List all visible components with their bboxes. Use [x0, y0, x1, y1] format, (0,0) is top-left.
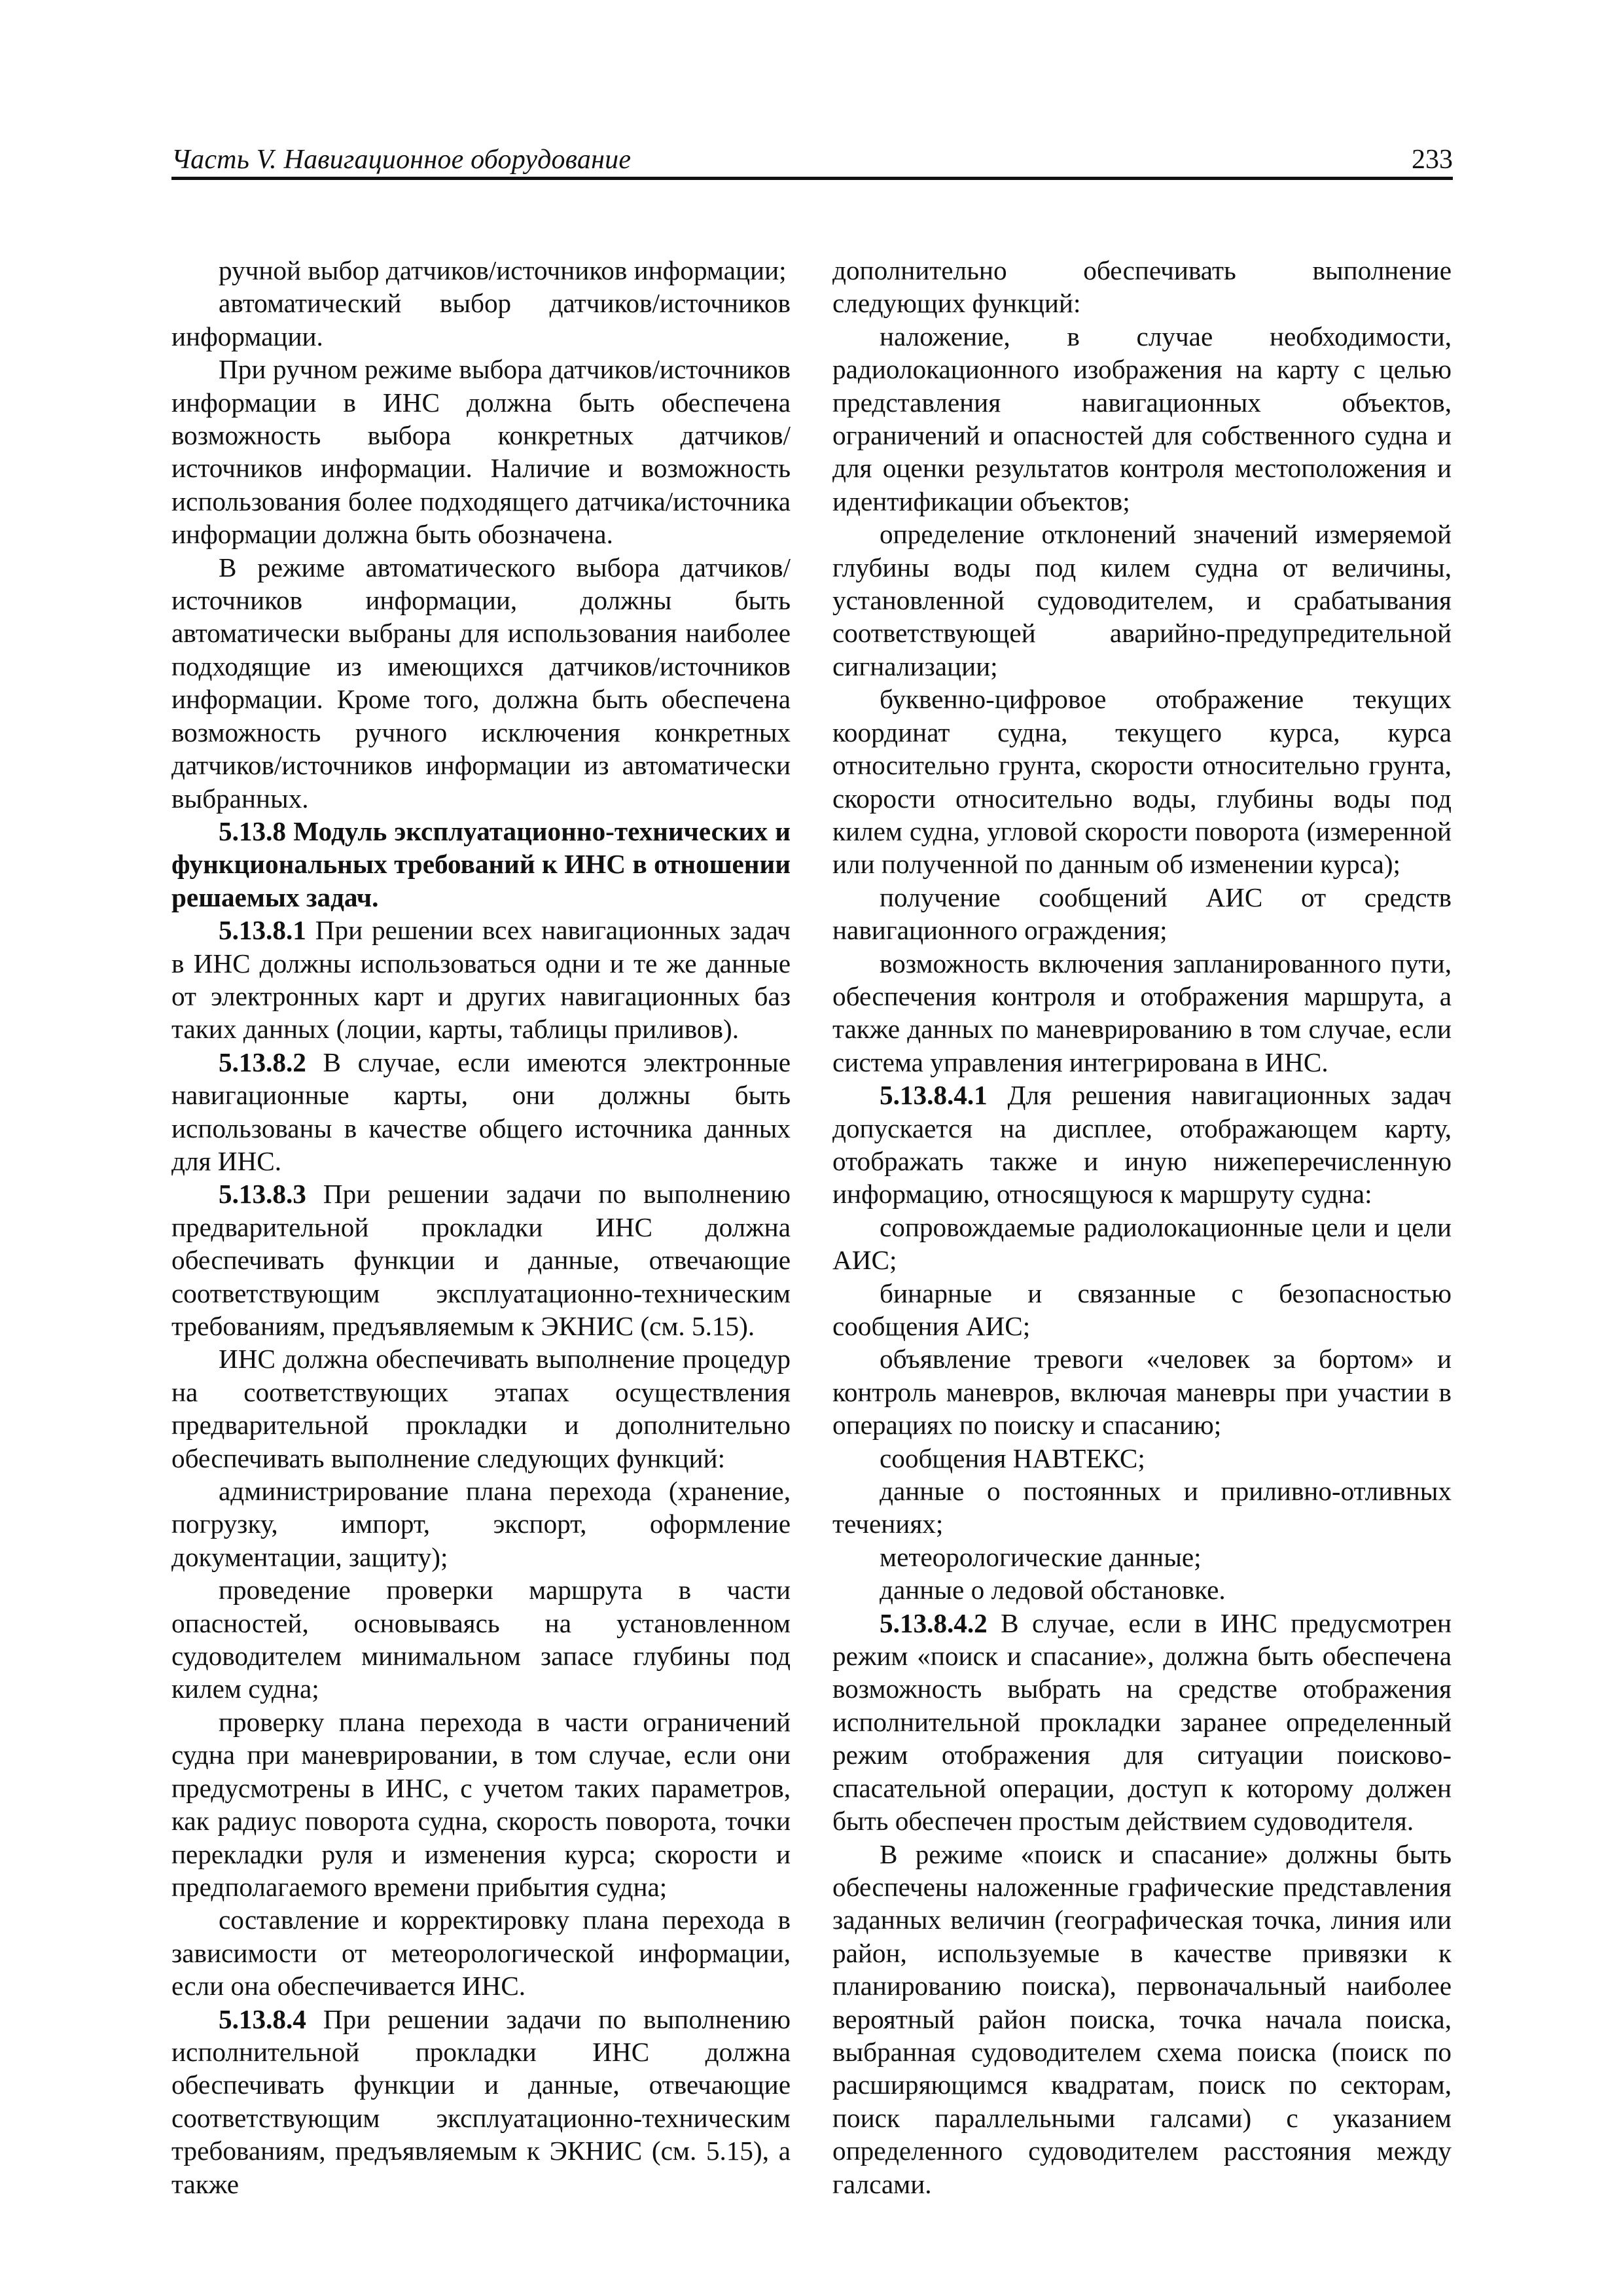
paragraph: ИНС должна обеспечивать выполнение процедур на соответствующих этапах осуществления предварительной прокладки и дополнительно обеспечивать выполнение следующих функций:	[171, 1344, 791, 1473]
clause-text: При решении задачи по выполнению исполнительной прокладки ИНС должна обеспечивать функции и данные, отвечающие соответствующим эксплуатационно-техническим требованиям, предъявляемым к ЭКНИС (см. 5.15), а также	[171, 2003, 791, 2199]
paragraph: администрирование плана перехода (хранение, погрузку, импорт, экспорт, оформление документации, защиту);	[171, 1476, 791, 1572]
paragraph: метеорологические данные;	[880, 1541, 1202, 1572]
clause-number: 5.13.8.3	[219, 1179, 306, 1210]
header-title: Часть V. Навигационное оборудование	[171, 145, 632, 175]
section-heading-text: 5.13.8 Модуль эксплуатационно-технических и функциональных требований к ИНС в отношении решаемых задач.	[171, 816, 791, 912]
paragraph: данные о постоянных и приливно-отливных течениях;	[832, 1476, 1452, 1539]
right-column	[832, 254, 1452, 2200]
paragraph	[171, 914, 791, 1046]
paragraph: дополнительно обеспечивать выполнение следующих функций:	[832, 255, 1452, 319]
left-column	[171, 254, 791, 2200]
clause-text: В случае, если в ИНС предусмотрен режим «поиск и спасание», должна быть обеспечена возможность выбрать на средстве отображения исполнительной прокладки заранее определенный режим отображения для ситуации поисково-спасательной операции, доступ к которому должен быть обеспечен простым действием судоводителя.	[832, 1607, 1452, 1837]
paragraph: сопровождаемые радиолокационные цели и цели АИС;	[832, 1211, 1452, 1276]
clause-number: 5.13.8.4.1	[880, 1080, 988, 1111]
clause-number: 5.13.8.1	[219, 915, 306, 946]
running-header	[171, 143, 1453, 180]
paragraph	[832, 1607, 1452, 1838]
paragraph: получение сообщений АИС от средств навигационного ограждения;	[832, 882, 1452, 946]
paragraph: наложение, в случае необходимости, радиолокационного изображения на карту с целью представления навигационных объектов, ограничений и опасностей для собственного судна и для оценки результатов контроля местоположения и идентификации объектов;	[832, 321, 1452, 516]
paragraph: сообщения НАВТЕКС;	[880, 1443, 1145, 1473]
paragraph	[171, 2003, 791, 2200]
paragraph: возможность включения запланированного пути, обеспечения контроля и отображения маршрута, а также данных по маневрированию в том случае, если система управления интегрирована в ИНС.	[832, 948, 1452, 1077]
paragraph	[171, 1177, 791, 1342]
clause-number: 5.13.8.2	[219, 1047, 306, 1077]
paragraph: ручной выбор датчиков/источников информации;	[219, 255, 787, 285]
paragraph: данные о ледовой обстановке.	[880, 1575, 1226, 1605]
clause-text: Для решения навигационных задач допускается на дисплее, отображающем карту, отображать также и иную нижеперечисленную информацию, относящуюся к маршруту судна:	[832, 1080, 1452, 1210]
paragraph: проведение проверки маршрута в части опасностей, основываясь на установленном судоводителем минимальном запасе глубины под килем судна;	[171, 1575, 791, 1704]
clause-text: При решении всех навигационных задач в ИНС должны использоваться одни и те же данные от электронных карт и других навигационных баз таких данных (лоции, карты, таблицы приливов).	[171, 915, 791, 1045]
paragraph: определение отклонений значений измеряемой глубины воды под килем судна от величины, установленной судоводителем, и срабатывания соответствующей аварийно-предупредительной сигнализации;	[832, 519, 1452, 681]
paragraph: проверку плана перехода в части ограничений судна при маневрировании, в том случае, если они предусмотрены в ИНС, с учетом таких параметров, как радиус поворота судна, скорость поворота, точки перекладки руля и изменения курса; скорости и предполагаемого времени прибытия судна;	[171, 1706, 791, 1902]
paragraph: объявление тревоги «человек за бортом» и контроль маневров, включая маневры при участии в операциях по поиску и спасанию;	[832, 1344, 1452, 1441]
clause-number: 5.13.8.4	[219, 2003, 306, 2034]
clause-text: При решении задачи по выполнению предварительной прокладки ИНС должна обеспечивать функции и данные, отвечающие соответствующим эксплуатационно-техническим требованиям, предъявляемым к ЭКНИС (см. 5.15).	[171, 1179, 791, 1341]
section-heading	[171, 815, 791, 914]
paragraph: В режиме автоматического выбора датчиков/источников информации, должны быть автоматически выбраны для использования наиболее подходящие из имеющихся датчиков/источников информации. Кроме того, должна быть обеспечена возможность ручного исключения конкретных датчиков/источников информации из автоматически выбранных.	[171, 552, 791, 814]
paragraph: составление и корректировку плана перехода в зависимости от метеорологической информации, если она обеспечивается ИНС.	[171, 1905, 791, 2001]
clause-number: 5.13.8.4.2	[880, 1607, 988, 1638]
paragraph: бинарные и связанные с безопасностью сообщения АИС;	[832, 1278, 1452, 1341]
paragraph: автоматический выбор датчиков/источников информации.	[171, 288, 791, 351]
paragraph: буквенно-цифровое отображение текущих координат судна, текущего курса, курса относительно грунта, скорости относительно грунта, скорости относительно воды, глубины воды под килем судна, угловой скорости поворота (измеренной или полученной по данным об изменении курса);	[832, 684, 1452, 880]
paragraph	[832, 1079, 1452, 1211]
clause-text: В случае, если имеются электронные навигационные карты, они должны быть использованы в качестве общего источника данных для ИНС.	[171, 1047, 791, 1176]
paragraph: При ручном режиме выбора датчиков/источников информации в ИНС должна быть обеспечена возможность выбора конкретных датчиков/источников информации. Наличие и возможность использования более подходящего датчика/источника информации должна быть обозначена.	[171, 354, 791, 550]
paragraph	[171, 1046, 791, 1178]
paragraph: В режиме «поиск и спасание» должны быть обеспечены наложенные графические представления заданных величин (географическая точка, линия или район, используемые в качестве привязки к планированию поиска), первоначальный наиболее вероятный район поиска, точка начала поиска, выбранная судоводителем схема поиска (поиск по расширяющимся квадратам, поиск по секторам, поиск параллельными галсами) с указанием определенного судоводителем расстояния между галсами.	[832, 1839, 1452, 2199]
page-number: 233	[1412, 145, 1453, 175]
